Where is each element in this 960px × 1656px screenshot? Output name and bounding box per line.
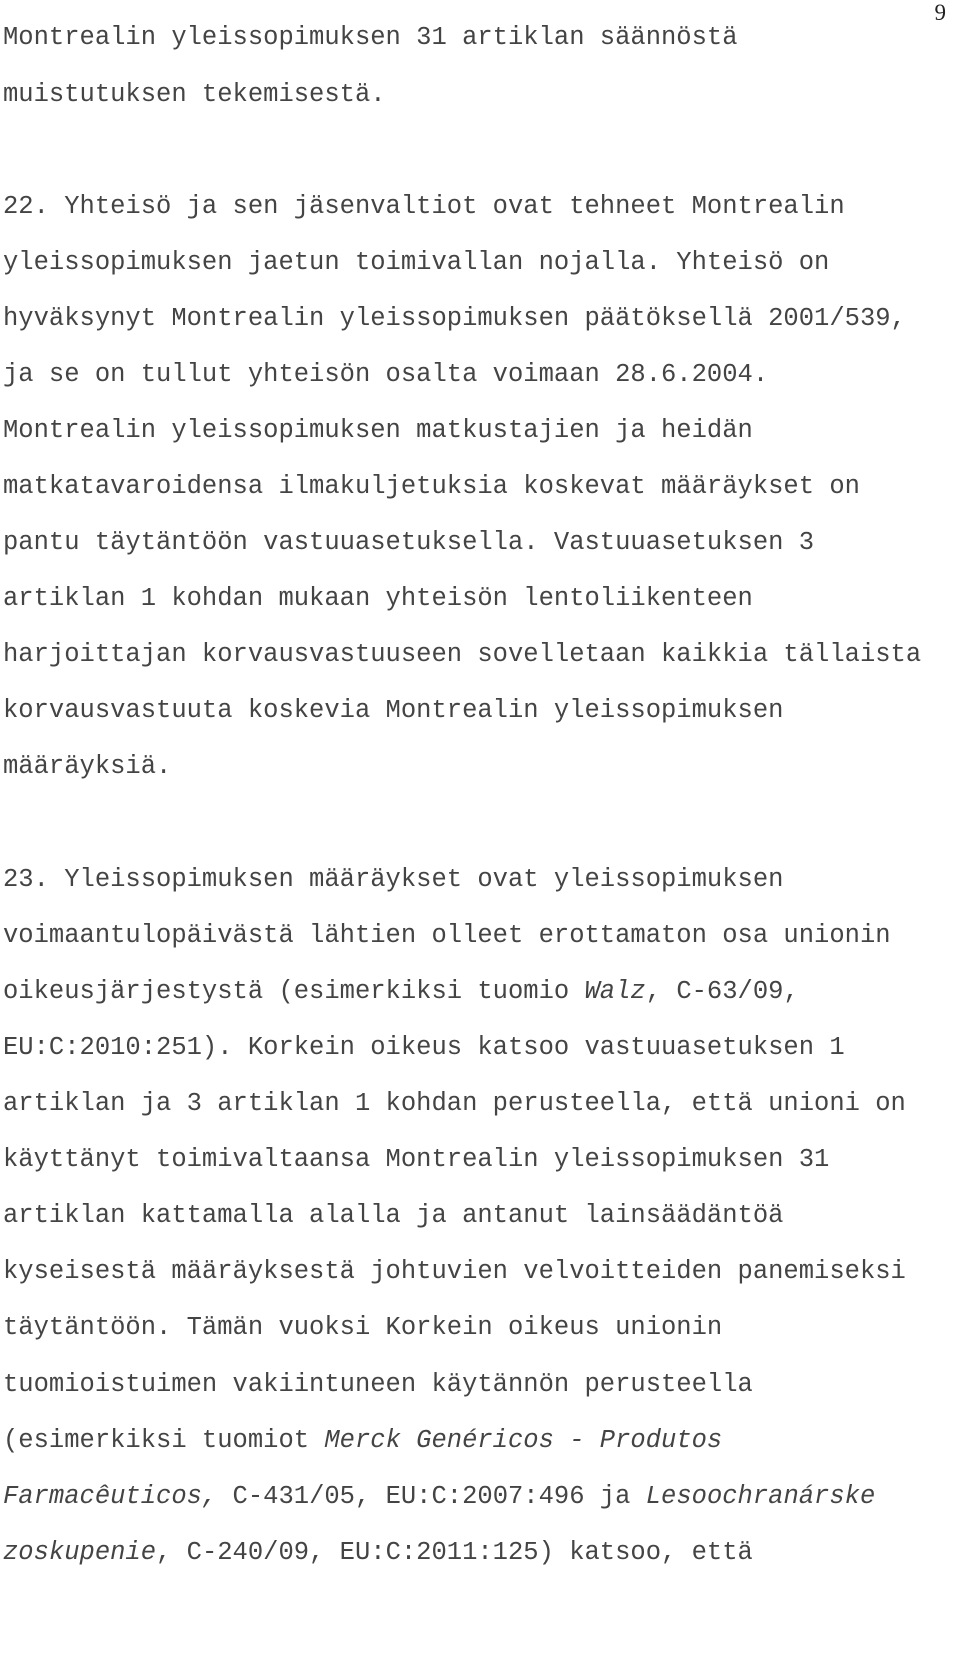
- text-segment: pantu täytäntöön vastuuasetuksella. Vastuuasetuksen 3: [3, 528, 815, 557]
- text-segment: Montrealin yleissopimuksen matkustajien ja heidän: [3, 416, 753, 445]
- text-line: [3, 360, 768, 390]
- italic-case-name: Walz: [584, 977, 646, 1006]
- text-segment: käyttänyt toimivaltaansa Montrealin yleissopimuksen 31: [3, 1145, 830, 1174]
- text-line: [3, 80, 386, 110]
- text-line: [3, 248, 829, 278]
- text-line: [3, 1313, 722, 1343]
- text-segment: harjoittajan korvausvastuuseen sovelletaan kaikkia tällaista: [3, 640, 922, 669]
- text-segment: artiklan ja 3 artiklan 1 kohdan perusteella, että unioni on: [3, 1089, 906, 1118]
- text-segment: ja se on tullut yhteisön osalta voimaan 28.6.2004.: [3, 360, 769, 389]
- text-segment: yleissopimuksen jaetun toimivallan nojalla. Yhteisö on: [3, 248, 830, 277]
- text-segment: täytäntöön. Tämän vuoksi Korkein oikeus unionin: [3, 1313, 723, 1342]
- text-line: [3, 1482, 875, 1512]
- text-segment: 22. Yhteisö ja sen jäsenvaltiot ovat tehneet Montrealin: [3, 192, 845, 221]
- text-line: [3, 1033, 845, 1063]
- text-line: [3, 752, 171, 782]
- text-segment: kyseisestä määräyksestä johtuvien velvoitteiden panemiseksi: [3, 1257, 906, 1286]
- text-line: [3, 23, 738, 53]
- text-segment: muistutuksen tekemisestä.: [3, 80, 386, 109]
- text-line: [3, 696, 783, 726]
- italic-case-name: Farmacêuticos,: [3, 1482, 218, 1511]
- text-segment: voimaantulopäivästä lähtien olleet erottamaton osa unionin: [3, 921, 891, 950]
- text-line: [3, 1426, 722, 1456]
- text-segment: artiklan 1 kohdan mukaan yhteisön lentoliikenteen: [3, 584, 753, 613]
- text-segment: EU:C:2010:251). Korkein oikeus katsoo vastuuasetuksen 1: [3, 1033, 845, 1062]
- text-segment: (esimerkiksi tuomiot: [3, 1426, 325, 1455]
- text-line: [3, 1089, 906, 1119]
- italic-case-name: Merck Genéricos - Produtos: [324, 1426, 723, 1455]
- text-segment: korvausvastuuta koskevia Montrealin yleissopimuksen: [3, 696, 784, 725]
- text-line: [3, 1370, 753, 1400]
- text-line: [3, 304, 906, 334]
- text-segment: hyväksynyt Montrealin yleissopimuksen päätöksellä 2001/539,: [3, 304, 906, 333]
- text-line: [3, 192, 845, 222]
- text-segment: oikeusjärjestystä (esimerkiksi tuomio: [3, 977, 585, 1006]
- text-segment: määräyksiä.: [3, 752, 172, 781]
- text-line: [3, 977, 799, 1007]
- text-line: [3, 416, 753, 446]
- text-segment: matkatavaroidensa ilmakuljetuksia koskevat määräykset on: [3, 472, 860, 501]
- text-segment: 23. Yleissopimuksen määräykset ovat yleissopimuksen: [3, 865, 784, 894]
- italic-case-name: Lesoochranárske: [645, 1482, 876, 1511]
- text-line: [3, 528, 814, 558]
- text-line: [3, 640, 921, 670]
- text-segment: C-431/05, EU:C:2007:496 ja: [217, 1482, 646, 1511]
- italic-case-name: zoskupenie: [3, 1538, 157, 1567]
- text-line: [3, 1201, 783, 1231]
- text-line: [3, 865, 783, 895]
- text-line: [3, 1538, 753, 1568]
- text-segment: artiklan kattamalla alalla ja antanut lainsäädäntöä: [3, 1201, 784, 1230]
- page-number: 9: [934, 0, 946, 25]
- text-segment: , C-240/09, EU:C:2011:125) katsoo, että: [156, 1538, 753, 1567]
- text-line: [3, 1145, 829, 1175]
- text-line: [3, 921, 891, 951]
- text-line: [3, 472, 860, 502]
- text-line: [3, 1257, 906, 1287]
- text-line: [3, 584, 753, 614]
- text-segment: tuomioistuimen vakiintuneen käytännön perusteella: [3, 1370, 753, 1399]
- text-segment: , C-63/09,: [645, 977, 799, 1006]
- text-segment: Montrealin yleissopimuksen 31 artiklan säännöstä: [3, 23, 738, 52]
